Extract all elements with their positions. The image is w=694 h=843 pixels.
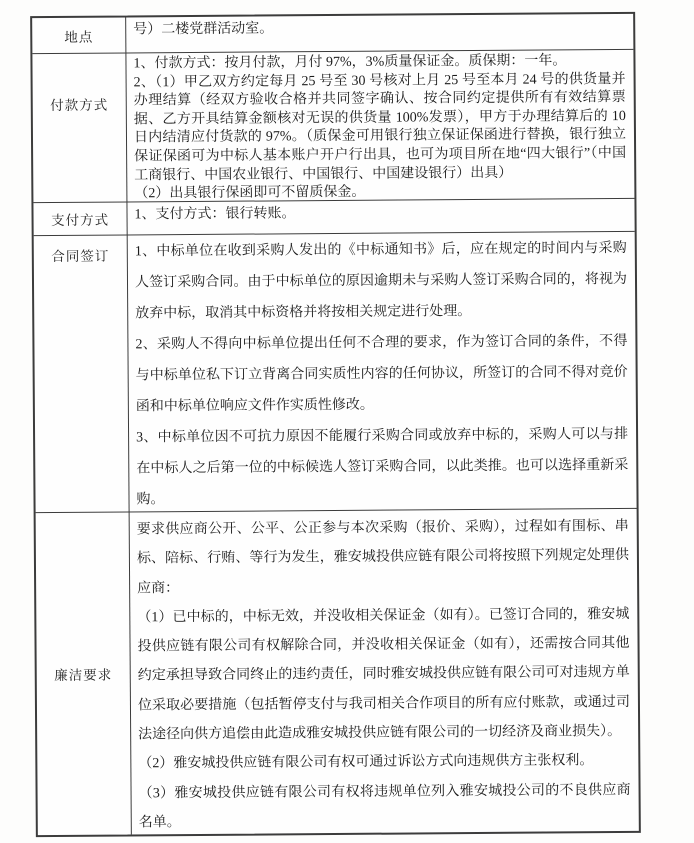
table-row-payment-terms (32, 49, 634, 202)
row-label-text: 合同签订 (51, 248, 110, 264)
row-content-integrity (130, 509, 639, 835)
row-label-text: 廉洁要求 (54, 667, 113, 683)
row-content-location (126, 14, 633, 53)
row-label-payment-method (33, 202, 127, 235)
row-content-payment-terms (126, 50, 634, 202)
table-row-payment-method (33, 198, 634, 235)
row-label-payment-terms (32, 53, 127, 202)
row-label-text: 付款方式 (50, 97, 109, 113)
paragraph: 1、中标单位在收到采购人发出的《中标通知书》后，应在规定的时间内与采购人签订采购合同。由于中标单位的原因逾期未与采购人签订采购合同的，将视为放弃中标，取消其中标资格并将按相关规定进行处理。 (134, 240, 628, 322)
row-label-text: 支付方式 (51, 212, 110, 228)
paragraph: 2、采购人不得向中标单位提出任何不合理的要求，作为签订合同的条件，不得与中标单位私下订立背离合同实质性内容的任何协议，所签订的合同不得对竞价函和中标单位响应文件作实质性修改。 (135, 333, 628, 415)
paragraph: 3、中标单位因不可抗力原因不能履行采购合同或放弃中标的，采购人可以与排在中标人之后第一位的中标候选人签订采购合同，以此类推。也可以选择重新采购。 (136, 426, 629, 508)
paragraph: 1、支付方式：银行转账。 (134, 206, 296, 223)
row-label-contract-signing (34, 235, 130, 512)
paragraph: （1）已中标的，中标无效，并没收相关保证金（如有）。已签订合同的，雅安城投供应链有限公司有权解除合同，并没收相关保证金（如有），还需按合同其他约定承担导致合同终止的违约责任，同时雅安城投供应链有限公司可对违规方单位采取必要措施（包括暂停支付与我司相关合作项目的所有应付账款，或通过司法途径向供方追偿由此造成雅安城投供应链有限公司的一切经济及商业损失）。 (137, 606, 630, 743)
row-label-text: 地点 (64, 29, 94, 45)
table-row-contract-signing (34, 231, 637, 512)
paragraph: 号）二楼党群活动室。 (133, 21, 274, 38)
row-content-payment-method (127, 199, 634, 235)
paragraph: （2）出具银行保函即可不留质保金。 (134, 184, 366, 202)
paragraph: （3）雅安城投供应链有限公司有权将违规单位列入雅安城投公司的不良供应商名单。 (138, 782, 631, 831)
paragraph: （2）雅安城投供应链有限公司有权可通过诉讼方式向违规供方主张权利。 (138, 753, 594, 772)
row-label-location (32, 17, 126, 53)
paragraph: 2、（1）甲乙双方约定每月 25 号至 30 号核对上月 25 号至本月 24 号的供货量并办理结算（经双方验收合格并共同签字确认、按合同约定提供所有有效结算票据、乙方开具结算金额核对无误的供货量 100%发票），甲方于办理结算后的 10 日内结清应付货款的 97%。（质保金可用银行独立保证保函进行替换，银行独立保证保函可为中标人基本账户开户行出具，也可为项目所在地“四大银行”（中国工商银行、中国农业银行、中国银行、中国建设银行）出具） (133, 71, 627, 183)
table-row-integrity (36, 508, 639, 835)
table-row-location (32, 14, 633, 53)
paragraph: 要求供应商公开、公平、公正参与本次采购（报价、采购），过程如有围标、串标、陪标、行贿、等行为发生，雅安城投供应链有限公司将按照下列规定处理供应商： (136, 518, 629, 596)
row-content-contract-signing (128, 232, 637, 512)
paragraph: 1、付款方式：按月付款，月付 97%，3%质量保证金。质保期：一年。 (133, 53, 567, 72)
row-label-integrity (36, 512, 132, 835)
terms-table (30, 12, 641, 837)
